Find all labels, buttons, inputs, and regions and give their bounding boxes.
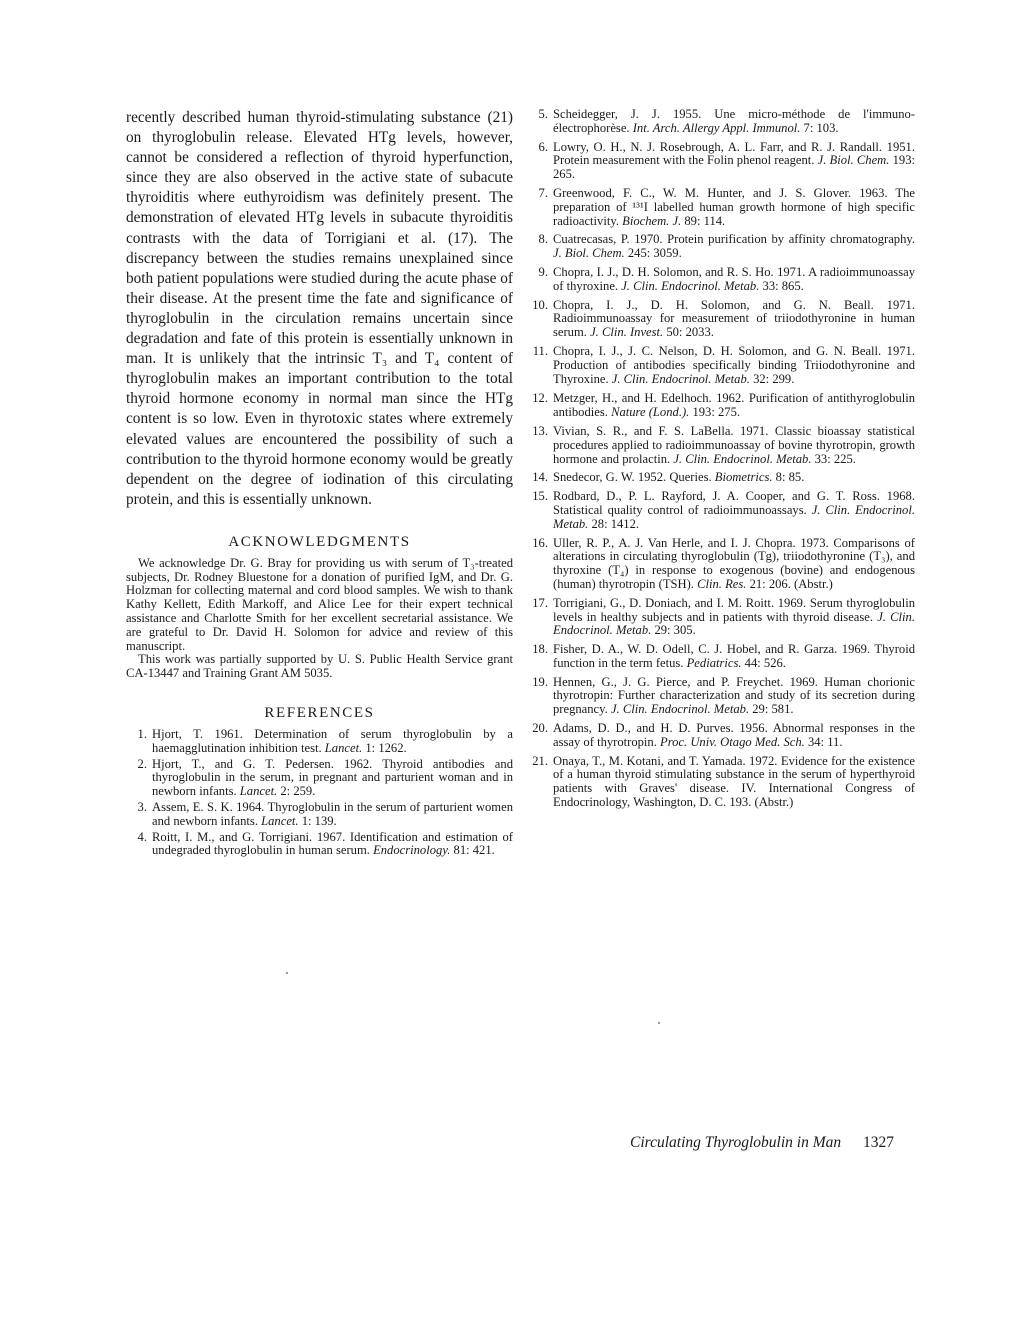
reference-item [527,141,915,182]
running-title: Circulating Thyroglobulin in Man [630,1134,842,1151]
reference-item [527,392,915,420]
reference-journal: Lancet. [239,784,278,799]
reference-number: 7. [538,185,548,200]
reference-text: Hjort, T. 1961. Determination of serum thyroglobulin by a haemagglutination inhibition test. [152,727,513,755]
reference-text: Hjort, T., and G. T. Pedersen. 1962. Thyroid antibodies and thyroglobulin in the serum, in pregnant and parturient woman and in newborn infants. [152,756,513,799]
reference-number: 14. [532,470,548,485]
reference-number: 17. [532,595,548,610]
reference-journal: Endocrinology. [373,843,451,858]
reference-number: 18. [532,642,548,657]
reference-text: Onaya, T., M. Kotani, and T. Yamada. 1972. Evidence for the existence of a human thyroid stimulating substance in the serum of hyperthyroid patients with Graves' disease. IV. International Congress of Endocrinology, Washington, D. C. 193. (Abstr.) [553,753,915,810]
reference-number: 9. [538,264,548,279]
reference-number: 3. [137,800,147,815]
reference-text: Assem, E. S. K. 1964. Thyroglobulin in the serum of parturient women and newborn infants. [152,800,513,828]
reference-volume: 7: 103. [800,120,839,135]
reference-journal: Clin. Res. [697,576,747,591]
reference-item [527,471,915,485]
reference-journal: Nature (Lond.). [611,405,690,420]
reference-journal: J. Biol. Chem. [553,246,625,261]
reference-number: 13. [532,423,548,438]
references-heading: REFERENCES [264,705,375,722]
reference-journal: J. Clin. Endocrinol. Metab. [553,609,915,638]
reference-number: 6. [538,139,548,154]
reference-journal: J. Biol. Chem. [817,153,890,168]
reference-number: 12. [532,391,548,406]
reference-journal: J. Clin. Endocrinol. Metab. [611,371,750,386]
reference-item [527,233,915,261]
reference-item [527,299,915,340]
reference-journal: J. Clin. Endocrinol. Metab. [610,702,750,717]
reference-item [126,801,513,829]
reference-volume: 245: 3059. [624,246,682,261]
reference-item [126,728,513,756]
reference-journal: Biometrics. [714,470,773,485]
reference-number: 15. [532,489,548,504]
reference-journal: J. Clin. Endocrinol. Metab. [673,451,812,466]
reference-journal: J. Clin. Invest. [590,325,664,340]
reference-number: 8. [538,232,548,247]
reference-volume: 193: 265. [553,153,915,182]
reference-journal: Int. Arch. Allergy Appl. Immunol. [632,120,801,135]
acknowledgments-paragraph: We acknowledge Dr. G. Bray for providing us with serum of T₃-treated subjects, Dr. Rodney Bluestone for a donation of purified IgM, and Dr. G. Holzman for collecting maternal and cord blood samples. We wish to thank Kathy Kellett, Edith Markoff, and Alice Lee for their expert technical assistance and Charlotte Smith for her excellent secretarial assistance. We are grateful to Dr. David H. Solomon for advice and review of this manuscript. [126,555,513,653]
reference-text: Greenwood, F. C., W. M. Hunter, and J. S. Glover. 1963. The preparation of ¹³¹I labelled human growth hormone of high specific radioactivity. [553,185,915,228]
reference-journal: Biochem. J. [622,213,682,228]
reference-volume: 33: 225. [811,451,856,466]
reference-text: Chopra, I. J., D. H. Solomon, and G. N. Beall. 1971. Radioimmunoassay for measurement of triiodothyronine in human serum. [553,297,915,340]
reference-text: Roitt, I. M., and G. Torrigiani. 1967. Identification and estimation of undegraded thyroglobulin in human serum. [152,829,513,858]
reference-number: 1. [137,727,147,742]
reference-item [527,643,915,671]
reference-volume: 50: 2033. [663,325,714,340]
reference-volume: 32: 299. [749,371,795,386]
reference-number: 2. [137,756,147,771]
left-column [126,108,513,860]
discussion-paragraph: recently described human thyroid-stimulating substance (21) on thyroglobulin release. Elevated HTg levels, however, cannot be considered a reflection of thyroid hyperfunction, since they are also observed in the active state of subacute thyroiditis where euthyroidism was definitely present. The demonstration of elevated HTg levels in subacute thyroiditis contrasts with the data of Torrigiani et al. (17). The discrepancy between the studies remains unexplained since both patient populations were studied during the acute phase of their disease. At the present time the fate and significance of thyroglobulin in the circulation remains uncertain since degradation and fate of this protein is essentially unknown in man. It is unlikely that the intrinsic T₃ and T₄ content of thyroglobulin makes an important contribution to the total thyroid hormone economy in normal man since the HTg content is so low. Even in thyrotoxic states where extremely elevated values are encountered the possibility of such a contribution to the thyroid hormone economy would be greatly dependent on the degree of iodination of this circulating protein, and this is essentially unknown. [126,109,513,508]
page-footer [630,1134,894,1152]
page-number: 1327 [863,1134,894,1151]
reference-item [126,758,513,799]
reference-volume: 1: 1262. [362,740,407,755]
reference-item [527,425,915,466]
reference-journal: Pediatrics. [686,655,742,670]
reference-number: 16. [532,535,548,550]
reference-volume: 34: 11. [804,734,843,749]
reference-volume: 2: 259. [277,784,316,799]
reference-number: 20. [532,721,548,736]
reference-journal: Proc. Univ. Otago Med. Sch. [660,734,805,749]
reference-item [126,831,513,859]
right-column [527,108,915,815]
reference-text: Torrigiani, G., D. Doniach, and I. M. Roitt. 1969. Serum thyroglobulin levels in healthy subjects and in patients with thyroid disease. [553,595,915,624]
reference-number: 19. [532,674,548,689]
reference-item [527,187,915,228]
reference-list-right [527,108,915,810]
reference-item [527,108,915,136]
reference-volume: 81: 421. [450,843,495,858]
scan-speck [286,972,288,974]
reference-journal: Lancet. [261,813,299,828]
reference-journal: Lancet. [324,740,363,755]
reference-volume: 89: 114. [681,213,726,228]
reference-volume: 29: 305. [651,623,696,638]
reference-number: 5. [538,107,548,121]
reference-text: Scheidegger, J. J. 1955. Une micro-méthode de l'immuno-électrophorèse. [553,107,915,135]
reference-item [527,755,915,810]
reference-volume: 33: 865. [759,278,804,293]
reference-text: Chopra, I. J., J. C. Nelson, D. H. Solomon, and G. N. Beall. 1971. Production of antibodies specifically binding Triiodothyronine and Thyroxine. [553,343,915,386]
reference-number: 11. [532,343,548,358]
reference-item [527,266,915,294]
reference-text: Cuatrecasas, P. 1970. Protein purification by affinity chromatography. [553,232,915,247]
reference-item [527,597,915,638]
reference-volume: 44: 526. [741,655,786,670]
reference-text: Chopra, I. J., D. H. Solomon, and R. S. Ho. 1971. A radioimmunoassay of thyroxine. [553,264,915,293]
reference-number: 10. [532,297,548,312]
reference-text: Metzger, H., and H. Edelhoch. 1962. Purification of antithyroglobulin antibodies. [553,391,915,420]
reference-text: Rodbard, D., P. L. Rayford, J. A. Cooper, and G. T. Ross. 1968. Statistical quality control of radioimmunoassays. [553,489,915,517]
reference-text: Lowry, O. H., N. J. Rosebrough, A. L. Farr, and R. J. Randall. 1951. Protein measurement with the Folin phenol reagent. [553,139,915,168]
reference-item [527,676,915,717]
reference-number: 21. [532,753,548,768]
reference-list-left [126,728,513,858]
reference-item [527,722,915,750]
reference-item [527,537,915,592]
reference-item [527,345,915,386]
scan-speck [658,1022,660,1024]
reference-item [527,490,915,531]
reference-journal: J. Clin. Endocrinol. Metab. [621,278,760,293]
reference-volume: 193: 275. [689,405,741,420]
reference-number: 4. [137,829,147,844]
reference-volume: 8: 85. [772,470,805,485]
reference-text: Vivian, S. R., and F. S. LaBella. 1971. Classic bioassay statistical procedures applied to radioimmunoassay of bovine thyrotropin, growth hormone and prolactin. [553,423,915,466]
reference-volume: 21: 206. (Abstr.) [746,576,833,591]
acknowledgments-heading: ACKNOWLEDGMENTS [228,533,411,550]
reference-text: Adams, D. D., and H. D. Purves. 1956. Abnormal responses in the assay of thyrotropin. [553,721,915,749]
reference-text: Uller, R. P., A. J. Van Herle, and I. J. Chopra. 1973. Comparisons of alterations in circulating thyroglobulin (Tg), triiodothyronine (T₃), and thyroxine (T₄) in response to exogenous (bovine) and endogenous (human) thyrotropin (TSH). [553,535,915,591]
reference-journal: J. Clin. Endocrinol. Metab. [553,502,915,531]
funding-paragraph: This work was partially supported by U. S. Public Health Service grant CA-13447 and Training Grant AM 5035. [126,652,513,681]
reference-text: Snedecor, G. W. 1952. Queries. [553,470,715,485]
reference-text: Fisher, D. A., W. D. Odell, C. J. Hobel, and R. Garza. 1969. Thyroid function in the term fetus. [553,642,915,670]
reference-text: Hennen, G., J. G. Pierce, and P. Freychet. 1969. Human chorionic thyrotropin: Further characterization and study of its secretion during pregnancy. [553,674,915,717]
reference-volume: 1: 139. [298,813,337,828]
reference-volume: 28: 1412. [588,516,640,531]
reference-volume: 29: 581. [749,702,794,717]
